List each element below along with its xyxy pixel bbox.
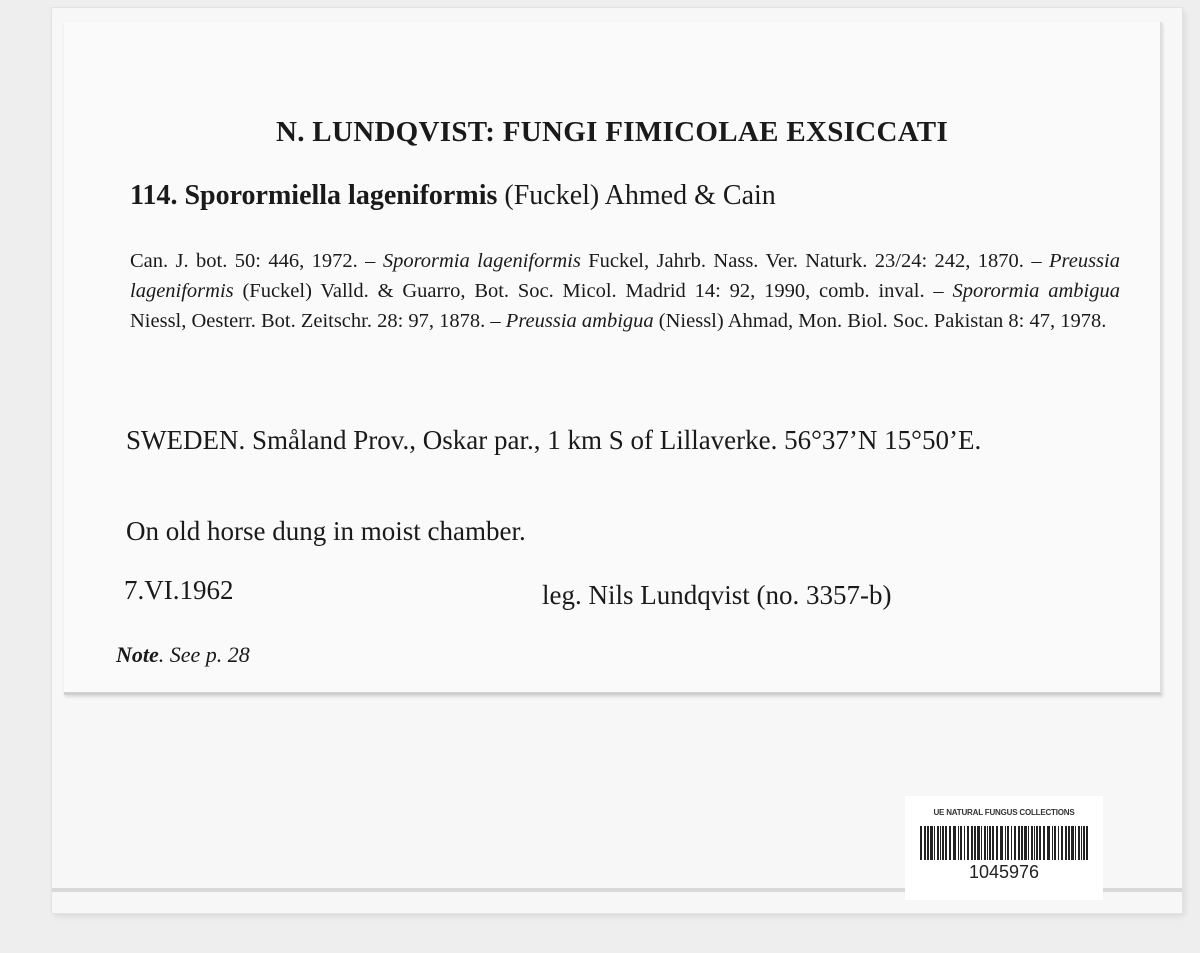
barcode-institution: UE NATURAL FUNGUS COLLECTIONS bbox=[933, 808, 1075, 817]
synonymy-citation: (Fuckel) Valld. & Guarro, Bot. Soc. Micol. Madrid 14: 92, 1990, comb. inval. – bbox=[233, 280, 953, 302]
barcode-stripe bbox=[1052, 826, 1053, 860]
barcode-number: 1045976 bbox=[968, 862, 1040, 882]
barcode-stripe bbox=[1054, 826, 1056, 860]
synonymy-paragraph bbox=[130, 246, 1120, 336]
synonym-name: Preussia lageniformis bbox=[130, 250, 1120, 302]
barcode-stripe bbox=[934, 826, 935, 860]
barcode-stripe bbox=[1021, 826, 1023, 860]
barcode-stripe bbox=[1086, 826, 1088, 860]
barcode-stripe bbox=[960, 826, 962, 860]
barcode-stripe bbox=[992, 826, 994, 860]
barcode-stripe bbox=[930, 826, 933, 860]
barcode-label bbox=[905, 796, 1103, 900]
barcode-stripe bbox=[1028, 826, 1029, 860]
synonymy-citation: (Niessl) Ahmad, Mon. Biol. Soc. Pakistan 8: 47, 1978. bbox=[653, 310, 1107, 332]
synonym-name: Sporormia lageniformis bbox=[382, 250, 581, 272]
barcode-stripe bbox=[977, 826, 980, 860]
barcode-stripe bbox=[1081, 826, 1082, 860]
barcode-stripe bbox=[1078, 826, 1080, 860]
barcode-stripe bbox=[958, 826, 959, 860]
collector-text: leg. Nils Lundqvist (no. 3357-b) bbox=[542, 580, 892, 610]
synonym-name: Preussia ambigua bbox=[505, 310, 654, 332]
barcode-stripe bbox=[987, 826, 988, 860]
barcode-stripe bbox=[927, 826, 929, 860]
locality-text: SWEDEN. Småland Prov., Oskar par., 1 km S of Lillaverke. 56°37’N 15°50’E. bbox=[126, 425, 982, 455]
barcode-bars bbox=[920, 826, 1090, 860]
barcode-stripe bbox=[1065, 826, 1067, 860]
specimen-label bbox=[64, 22, 1162, 695]
species-authority: (Fuckel) Ahmed & Cain bbox=[504, 180, 776, 211]
barcode-stripe bbox=[1047, 826, 1050, 860]
species-line bbox=[130, 180, 776, 212]
barcode-stripe bbox=[1043, 826, 1045, 860]
exsiccata-number: 114. bbox=[130, 180, 178, 211]
label-heading: N. LUNDQVIST: FUNGI FIMICOLAE EXSICCATI bbox=[275, 116, 949, 148]
barcode-stripe bbox=[1000, 826, 1003, 860]
barcode-stripe bbox=[924, 826, 926, 860]
barcode-stripe bbox=[984, 826, 986, 860]
barcode-stripe bbox=[949, 826, 951, 860]
barcode-stripe bbox=[1071, 826, 1074, 860]
collection-date: 7.VI.1962 bbox=[124, 575, 234, 605]
barcode-stripe bbox=[1058, 826, 1059, 860]
barcode-stripe bbox=[945, 826, 947, 860]
synonymy-citation: Fuckel, Jahrb. Nass. Ver. Naturk. 23/24: 242, 1870. – bbox=[580, 250, 1049, 272]
barcode-stripe bbox=[1083, 826, 1085, 860]
habitat-text: On old horse dung in moist chamber. bbox=[126, 516, 526, 546]
barcode-stripe bbox=[953, 826, 956, 860]
barcode-stripe bbox=[1024, 826, 1027, 860]
barcode-stripe bbox=[1005, 826, 1006, 860]
barcode-stripe bbox=[1075, 826, 1076, 860]
barcode-stripe bbox=[1034, 826, 1035, 860]
barcode-stripe bbox=[1014, 826, 1016, 860]
synonym-name: Sporormia ambigua bbox=[952, 280, 1120, 302]
barcode-stripe bbox=[1007, 826, 1009, 860]
barcode-stripe bbox=[937, 826, 939, 860]
barcode-stripe bbox=[996, 826, 998, 860]
barcode-stripe bbox=[989, 826, 991, 860]
barcode-stripe bbox=[964, 826, 965, 860]
barcode-stripe bbox=[967, 826, 969, 860]
note-text: . See p. 28 bbox=[158, 642, 250, 667]
note-line bbox=[116, 642, 250, 668]
note-label: Note bbox=[116, 642, 159, 667]
barcode-stripe bbox=[1061, 826, 1063, 860]
barcode-stripe bbox=[1011, 826, 1012, 860]
barcode-stripe bbox=[940, 826, 941, 860]
synonymy-citation: Can. J. bot. 50: 446, 1972. – bbox=[130, 250, 383, 272]
barcode-stripe bbox=[1036, 826, 1038, 860]
barcode-stripe bbox=[1068, 826, 1070, 860]
synonymy-citation: Niessl, Oesterr. Bot. Zeitschr. 28: 97, 1878. – bbox=[130, 310, 506, 332]
barcode-stripe bbox=[981, 826, 982, 860]
barcode-stripe bbox=[920, 826, 922, 860]
barcode-stripe bbox=[1031, 826, 1033, 860]
species-name: Sporormiella lageniformis bbox=[184, 180, 498, 211]
barcode-stripe bbox=[942, 826, 944, 860]
barcode-stripe bbox=[1039, 826, 1041, 860]
barcode-stripe bbox=[974, 826, 976, 860]
barcode-stripe bbox=[1018, 826, 1020, 860]
barcode-stripe bbox=[971, 826, 973, 860]
